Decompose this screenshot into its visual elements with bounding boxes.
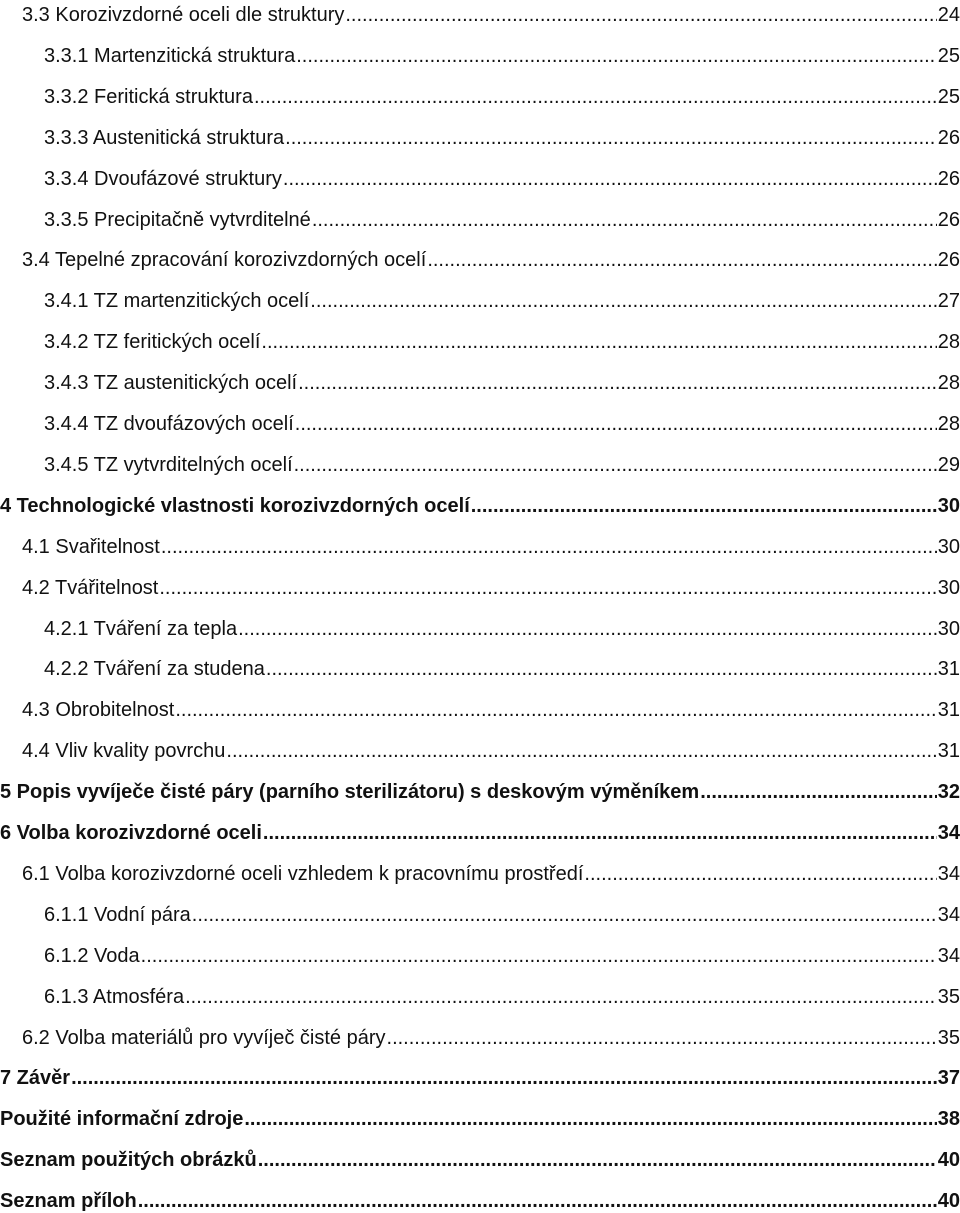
toc-entry-label: 3.4 Tepelné zpracování korozivzdorných ocelí [22, 249, 427, 272]
toc-entry[interactable] [44, 969, 960, 1009]
toc-entry-page-number: 30 [937, 494, 960, 517]
toc-dot-leader [298, 371, 937, 395]
toc-dot-leader [254, 85, 937, 109]
toc-entry[interactable] [22, 682, 960, 722]
toc-dot-leader [263, 821, 937, 845]
toc-entry-label: 6.1.3 Atmosféra [44, 985, 185, 1008]
toc-entry-label: 3.3.1 Martenzitická struktura [44, 44, 296, 67]
toc-entry-label: 3.4.3 TZ austenitických ocelí [44, 372, 298, 395]
toc-entry-page-number: 27 [937, 290, 960, 313]
toc-entry[interactable] [22, 1010, 960, 1050]
toc-entry-label: 3.3.3 Austenitická struktura [44, 126, 285, 149]
toc-entry[interactable] [44, 192, 960, 232]
toc-entry-page-number: 26 [937, 126, 960, 149]
toc-entry-page-number: 30 [937, 535, 960, 558]
toc-entry[interactable] [44, 641, 960, 681]
toc-dot-leader [266, 657, 937, 681]
toc-dot-leader [244, 1107, 936, 1131]
toc-entry-page-number: 24 [937, 4, 960, 26]
toc-entry[interactable] [44, 928, 960, 968]
toc-entry-page-number: 30 [937, 576, 960, 599]
toc-entry-page-number: 34 [937, 944, 960, 967]
toc-dot-leader [159, 576, 936, 600]
toc-entry-label: Použité informační zdroje [0, 1108, 244, 1131]
toc-entry[interactable] [0, 1173, 960, 1213]
toc-entry-page-number: 35 [937, 1026, 960, 1049]
toc-entry[interactable] [0, 1132, 960, 1172]
toc-dot-leader [584, 862, 936, 886]
toc-entry-label: 3.3.4 Dvoufázové struktury [44, 167, 282, 190]
toc-dot-leader [296, 44, 937, 68]
toc-dot-leader [387, 1026, 937, 1050]
toc-entry[interactable] [0, 1050, 960, 1090]
toc-dot-leader [471, 494, 937, 518]
toc-dot-leader [295, 412, 937, 436]
toc-entry-page-number: 25 [937, 44, 960, 67]
toc-entry-label: Seznam příloh [0, 1190, 137, 1213]
toc-entry-page-number: 30 [937, 617, 960, 640]
toc-entry-page-number: 35 [937, 985, 960, 1008]
toc-dot-leader [138, 1189, 937, 1213]
toc-entry[interactable] [0, 764, 960, 804]
toc-entry[interactable] [0, 1091, 960, 1131]
toc-entry-page-number: 28 [937, 413, 960, 435]
toc-entry-label: 4.2 Tvářitelnost [22, 576, 159, 599]
toc-entry[interactable] [44, 355, 960, 395]
toc-entry-page-number: 34 [937, 862, 960, 885]
toc-entry[interactable] [0, 805, 960, 845]
toc-entry-page-number: 32 [937, 781, 960, 804]
toc-dot-leader [258, 1148, 937, 1172]
toc-dot-leader [226, 739, 936, 763]
toc-entry[interactable] [44, 601, 960, 641]
toc-entry[interactable] [22, 0, 960, 27]
toc-entry-label: 5 Popis vyvíječe čisté páry (parního sterilizátoru) s deskovým výměníkem [0, 781, 700, 804]
toc-dot-leader [238, 617, 937, 641]
toc-entry[interactable] [22, 560, 960, 600]
toc-entry-label: 3.3 Korozivzdorné oceli dle struktury [22, 4, 345, 26]
toc-dot-leader [345, 3, 936, 27]
toc-entry-label: 7 Závěr [0, 1067, 71, 1090]
toc-dot-leader [71, 1066, 937, 1090]
toc-entry-label: 3.4.2 TZ feritických ocelí [44, 331, 261, 354]
toc-entry-label: 4.3 Obrobitelnost [22, 699, 175, 722]
toc-entry[interactable] [44, 28, 960, 68]
toc-dot-leader [294, 453, 937, 477]
toc-entry-label: 3.4.5 TZ vytvrditelných ocelí [44, 453, 293, 476]
toc-entry[interactable] [22, 846, 960, 886]
toc-entry-label: 6.1.1 Vodní pára [44, 903, 191, 926]
toc-entry-label: 3.4.1 TZ martenzitických ocelí [44, 290, 310, 313]
toc-entry-page-number: 29 [937, 453, 960, 476]
toc-entry[interactable] [22, 232, 960, 272]
toc-entry-page-number: 26 [937, 208, 960, 231]
toc-dot-leader [175, 698, 936, 722]
toc-entry-label: 4.4 Vliv kvality povrchu [22, 740, 226, 763]
toc-entry-page-number: 38 [937, 1108, 960, 1131]
toc-entry[interactable] [22, 723, 960, 763]
toc-entry-label: 3.3.2 Feritická struktura [44, 85, 253, 108]
toc-entry[interactable] [44, 151, 960, 191]
toc-entry-page-number: 31 [937, 699, 960, 722]
toc-entry[interactable] [22, 519, 960, 559]
toc-entry-page-number: 34 [937, 903, 960, 926]
toc-dot-leader [285, 126, 937, 150]
toc-entry-page-number: 26 [937, 167, 960, 190]
toc-entry[interactable] [44, 396, 960, 436]
toc-entry[interactable] [0, 478, 960, 518]
toc-entry-label: Seznam použitých obrázků [0, 1149, 257, 1172]
toc-entry[interactable] [44, 110, 960, 150]
toc-entry[interactable] [44, 437, 960, 477]
toc-entry[interactable] [44, 887, 960, 927]
toc-entry-page-number: 40 [937, 1190, 960, 1213]
toc-entry-page-number: 31 [937, 658, 960, 681]
toc-dot-leader [310, 289, 936, 313]
toc-entry-page-number: 37 [937, 1067, 960, 1090]
toc-dot-leader [141, 944, 937, 968]
toc-dot-leader [185, 985, 937, 1009]
toc-entry-page-number: 34 [937, 822, 960, 844]
toc-dot-leader [427, 248, 936, 272]
toc-dot-leader [261, 330, 936, 354]
toc-entry[interactable] [44, 273, 960, 313]
toc-entry[interactable] [44, 314, 960, 354]
toc-entry-label: 6.1.2 Voda [44, 944, 140, 967]
toc-entry-page-number: 28 [937, 372, 960, 395]
toc-entry-label: 6.2 Volba materiálů pro vyvíječ čisté páry [22, 1026, 386, 1049]
toc-entry-page-number: 26 [937, 249, 960, 272]
toc-entry-label: 6 Volba korozivzdorné oceli [0, 822, 262, 844]
toc-dot-leader [700, 780, 937, 804]
toc-entry-label: 4.2.1 Tváření za tepla [44, 617, 238, 640]
toc-entry-page-number: 40 [937, 1149, 960, 1172]
toc-dot-leader [283, 167, 937, 191]
toc-entry-label: 6.1 Volba korozivzdorné oceli vzhledem k pracovnímu prostředí [22, 862, 584, 885]
toc-dot-leader [192, 903, 937, 927]
toc-entry-page-number: 25 [937, 85, 960, 108]
toc-dot-leader [312, 208, 937, 232]
toc-entry-label: 4.1 Svařitelnost [22, 535, 160, 558]
toc-entry-label: 4 Technologické vlastnosti korozivzdorných ocelí [0, 494, 470, 517]
toc-dot-leader [161, 535, 937, 559]
toc-entry-label: 3.3.5 Precipitačně vytvrditelné [44, 208, 311, 231]
toc-entry-label: 4.2.2 Tváření za studena [44, 658, 265, 681]
toc-entry-page-number: 31 [937, 740, 960, 763]
toc-entry[interactable] [44, 69, 960, 109]
toc-entry-page-number: 28 [937, 331, 960, 354]
toc-entry-label: 3.4.4 TZ dvoufázových ocelí [44, 413, 294, 435]
